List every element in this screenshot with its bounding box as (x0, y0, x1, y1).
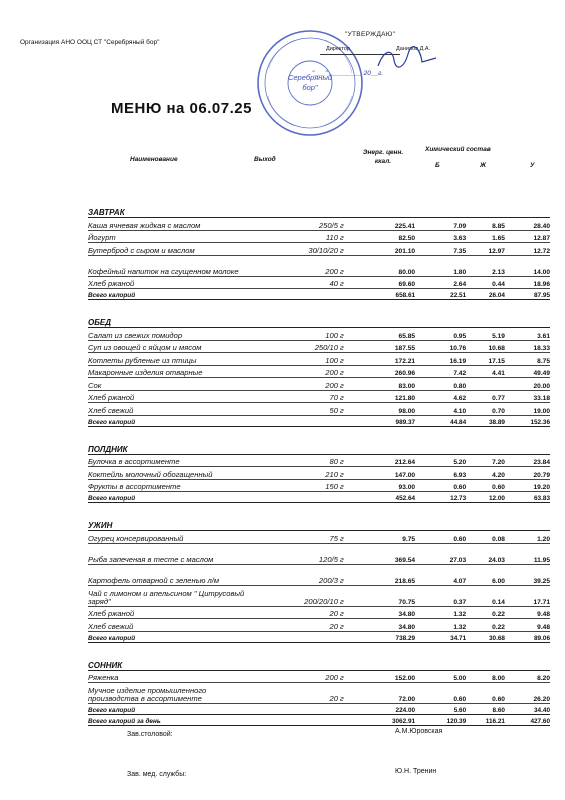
dish-name-cell (88, 531, 262, 544)
dish-protein: 0.60 (415, 683, 466, 704)
dish-name: Чай с лимоном и апельсином " Цитрусовый заряд" (88, 588, 245, 606)
column-header-b: Б (435, 162, 440, 169)
table-row (88, 378, 550, 391)
dish-fat: 0.22 (466, 606, 505, 619)
dish-protein: 0.95 (415, 328, 466, 341)
dish-name: Картофель отварной с зеленью л/м (88, 575, 220, 585)
dish-carbs: 14.00 (505, 255, 550, 276)
dish-name: Мучное изделие промышленного производства в ассортименте (88, 686, 207, 703)
dish-energy: 212.64 (356, 454, 415, 467)
organization-stamp (255, 28, 365, 138)
table-row (88, 619, 550, 632)
dish-name-cell (88, 218, 262, 231)
approve-date: "___" _________ 20__г. (312, 70, 384, 77)
dish-protein: 1.32 (415, 606, 466, 619)
total-label: Всего калорий (88, 492, 262, 503)
dish-carbs: 11.95 (505, 543, 550, 564)
section-spacer (88, 503, 550, 518)
total-protein: 22.51 (415, 289, 466, 300)
dish-carbs: 9.48 (505, 619, 550, 632)
dish-name: Коктейль молочный обогащенный (88, 469, 213, 479)
section-total-row (88, 631, 550, 642)
menu-table (88, 190, 550, 726)
dish-output: 250/10 г (262, 340, 356, 353)
total-output-empty (262, 704, 356, 715)
table-row (88, 218, 550, 231)
dish-name-cell (88, 276, 262, 289)
approve-label: "УТВЕРЖДАЮ" (345, 31, 396, 38)
total-energy: 989.37 (356, 415, 415, 426)
dish-energy: 172.21 (356, 353, 415, 366)
dish-carbs: 19.20 (505, 479, 550, 492)
dish-name: Кофейный напиток на сгущенном молоке (88, 266, 239, 276)
dish-carbs: 28.40 (505, 218, 550, 231)
dish-energy: 34.80 (356, 619, 415, 632)
total-carbs: 89.06 (505, 631, 550, 642)
dish-fat: 8.00 (466, 670, 505, 683)
dish-output: 200/20/10 г (262, 585, 356, 606)
table-row (88, 683, 550, 704)
dish-output: 100 г (262, 353, 356, 366)
dish-output: 200 г (262, 365, 356, 378)
dish-name-cell (88, 564, 262, 585)
total-output-empty (262, 415, 356, 426)
column-header-name: Наименование (130, 156, 178, 163)
dish-protein: 7.42 (415, 365, 466, 378)
dish-fat: 5.19 (466, 328, 505, 341)
dish-energy: 152.00 (356, 670, 415, 683)
dish-output: 50 г (262, 403, 356, 416)
column-header-energy: Энерг. ценн. ккал. (362, 149, 404, 165)
section-header (88, 204, 550, 218)
dish-output: 75 г (262, 531, 356, 544)
dish-output: 110 г (262, 230, 356, 243)
dish-output: 200 г (262, 255, 356, 276)
dish-fat: 12.97 (466, 243, 505, 256)
dish-carbs: 8.20 (505, 670, 550, 683)
dish-carbs: 26.20 (505, 683, 550, 704)
dish-protein: 0.60 (415, 531, 466, 544)
director-name: Данилов Д.А. (396, 46, 431, 52)
dish-protein: 10.76 (415, 340, 466, 353)
dish-fat: 17.15 (466, 353, 505, 366)
total-label: Всего калорий (88, 289, 262, 300)
director-signature (374, 44, 444, 74)
total-energy: 224.00 (356, 704, 415, 715)
dish-protein: 0.60 (415, 479, 466, 492)
section-total-row (88, 492, 550, 503)
dish-name-cell (88, 365, 262, 378)
total-fat: 30.68 (466, 631, 505, 642)
dish-fat: 1.65 (466, 230, 505, 243)
dish-fat: 0.60 (466, 479, 505, 492)
table-row (88, 531, 550, 544)
section-spacer (88, 300, 550, 315)
section-total-row (88, 415, 550, 426)
dish-output: 20 г (262, 619, 356, 632)
dish-name-cell (88, 467, 262, 480)
dish-name-cell (88, 619, 262, 632)
dish-name: Хлеб ржаной (88, 609, 135, 618)
dish-name-cell (88, 454, 262, 467)
dish-protein: 3.63 (415, 230, 466, 243)
total-protein: 12.73 (415, 492, 466, 503)
total-fat: 26.04 (466, 289, 505, 300)
section-title: УЖИН (88, 517, 262, 531)
canteen-label: Зав.столовой: (127, 731, 173, 738)
dish-carbs: 23.84 (505, 454, 550, 467)
total-output-empty (262, 492, 356, 503)
dish-carbs: 20.79 (505, 467, 550, 480)
dish-output: 100 г (262, 328, 356, 341)
dish-name: Хлеб свежий (88, 405, 134, 415)
table-row (88, 328, 550, 341)
dish-carbs: 18.96 (505, 276, 550, 289)
section-header (88, 657, 550, 671)
stamp-center-text: Серебряный (287, 73, 333, 82)
med-label: Зав. мед. службы: (127, 771, 187, 778)
dish-name: Йогурт (88, 233, 116, 242)
dish-carbs: 18.33 (505, 340, 550, 353)
total-fat: 38.89 (466, 415, 505, 426)
table-row (88, 467, 550, 480)
section-title: ЗАВТРАК (88, 204, 262, 218)
table-row (88, 353, 550, 366)
table-row (88, 670, 550, 683)
dish-output: 20 г (262, 683, 356, 704)
dish-energy: 80.00 (356, 255, 415, 276)
dish-name: Каша ячневая жидкая с маслом (88, 220, 201, 230)
dish-name: Салат из свежих помидор (88, 330, 183, 340)
dish-energy: 121.80 (356, 390, 415, 403)
dish-energy: 147.00 (356, 467, 415, 480)
dish-output: 70 г (262, 390, 356, 403)
total-output-empty (262, 289, 356, 300)
dish-fat: 2.13 (466, 255, 505, 276)
dish-name: Макаронные изделия отварные (88, 368, 203, 377)
dish-name: Ряженка (88, 673, 119, 682)
total-carbs: 87.95 (505, 289, 550, 300)
section-title: СОННИК (88, 657, 262, 671)
dish-name-cell (88, 378, 262, 391)
dish-protein: 7.35 (415, 243, 466, 256)
section-title: ПОЛДНИК (88, 441, 262, 455)
total-energy: 738.29 (356, 631, 415, 642)
dish-energy: 65.85 (356, 328, 415, 341)
dish-energy: 187.55 (356, 340, 415, 353)
dish-fat: 4.41 (466, 365, 505, 378)
table-row (88, 365, 550, 378)
dish-name: Сок (88, 380, 102, 390)
column-header-zh: Ж (480, 162, 487, 169)
dish-carbs: 20.00 (505, 378, 550, 391)
dish-name: Рыба запеченая в тесте с маслом (88, 554, 214, 564)
dish-energy: 82.50 (356, 230, 415, 243)
total-protein: 34.71 (415, 631, 466, 642)
total-label: Всего калорий (88, 704, 262, 715)
section-spacer (88, 190, 550, 204)
table-row (88, 390, 550, 403)
table-row (88, 585, 550, 606)
total-fat: 12.00 (466, 492, 505, 503)
dish-fat: 4.20 (466, 467, 505, 480)
dish-output: 200 г (262, 378, 356, 391)
med-name: Ю.Н. Тренин (395, 768, 437, 775)
table-row (88, 479, 550, 492)
dish-name-cell (88, 403, 262, 416)
dish-fat (466, 378, 505, 391)
day-total-row (88, 715, 550, 726)
dish-fat: 0.08 (466, 531, 505, 544)
table-row (88, 230, 550, 243)
dish-protein: 4.07 (415, 564, 466, 585)
day-total-fat: 116.21 (466, 715, 505, 726)
dish-protein: 2.64 (415, 276, 466, 289)
dish-fat: 24.03 (466, 543, 505, 564)
section-spacer (88, 642, 550, 657)
dish-name: Хлеб ржаной (88, 279, 135, 288)
dish-name-cell (88, 606, 262, 619)
table-row (88, 403, 550, 416)
dish-energy: 218.65 (356, 564, 415, 585)
svg-text:бор": бор" (302, 83, 318, 92)
dish-name: Огурец консервированный (88, 533, 184, 543)
dish-name-cell (88, 243, 262, 256)
day-total-carbs: 427.60 (505, 715, 550, 726)
dish-carbs: 1.20 (505, 531, 550, 544)
day-total-energy: 3062.91 (356, 715, 415, 726)
dish-name-cell (88, 328, 262, 341)
total-carbs: 152.36 (505, 415, 550, 426)
total-energy: 658.61 (356, 289, 415, 300)
dish-output: 150 г (262, 479, 356, 492)
dish-name-cell (88, 543, 262, 564)
section-header (88, 517, 550, 531)
section-total-row (88, 704, 550, 715)
dish-output: 40 г (262, 276, 356, 289)
dish-protein: 5.20 (415, 454, 466, 467)
dish-protein: 4.62 (415, 390, 466, 403)
table-row (88, 255, 550, 276)
table-row (88, 454, 550, 467)
dish-name-cell (88, 479, 262, 492)
dish-name-cell (88, 585, 262, 606)
total-energy: 452.64 (356, 492, 415, 503)
total-label: Всего калорий (88, 631, 262, 642)
dish-protein: 1.80 (415, 255, 466, 276)
dish-protein: 0.37 (415, 585, 466, 606)
total-carbs: 34.40 (505, 704, 550, 715)
dish-output: 120/5 г (262, 543, 356, 564)
total-output-empty (262, 631, 356, 642)
section-title: ОБЕД (88, 314, 262, 328)
dish-fat: 8.85 (466, 218, 505, 231)
dish-fat: 0.70 (466, 403, 505, 416)
total-protein: 44.84 (415, 415, 466, 426)
dish-output: 20 г (262, 606, 356, 619)
page-title: МЕНЮ на 06.07.25 (111, 100, 252, 117)
director-title: Директор (326, 46, 350, 52)
dish-energy: 225.41 (356, 218, 415, 231)
dish-energy: 34.80 (356, 606, 415, 619)
table-row (88, 243, 550, 256)
dish-name-cell (88, 353, 262, 366)
dish-fat: 6.00 (466, 564, 505, 585)
dish-fat: 0.60 (466, 683, 505, 704)
dish-energy: 93.00 (356, 479, 415, 492)
dish-protein: 1.32 (415, 619, 466, 632)
dish-protein: 27.03 (415, 543, 466, 564)
dish-name: Суп из овощей с яйцом и мясом (88, 343, 202, 352)
dish-name: Булочка в ассортименте (88, 457, 180, 466)
dish-name-cell (88, 390, 262, 403)
dish-fat: 7.20 (466, 454, 505, 467)
day-total-protein: 120.39 (415, 715, 466, 726)
table-row (88, 606, 550, 619)
dish-name: Котлеты рубленые из птицы (88, 355, 197, 365)
dish-energy: 70.75 (356, 585, 415, 606)
dish-carbs: 8.75 (505, 353, 550, 366)
section-spacer (88, 426, 550, 441)
dish-carbs: 39.25 (505, 564, 550, 585)
dish-output: 200 г (262, 670, 356, 683)
dish-fat: 10.68 (466, 340, 505, 353)
dish-fat: 0.14 (466, 585, 505, 606)
dish-protein: 0.80 (415, 378, 466, 391)
total-label: Всего калорий (88, 415, 262, 426)
dish-carbs: 12.72 (505, 243, 550, 256)
dish-energy: 69.60 (356, 276, 415, 289)
dish-carbs: 9.48 (505, 606, 550, 619)
dish-fat: 0.77 (466, 390, 505, 403)
dish-energy: 260.96 (356, 365, 415, 378)
dish-name-cell (88, 683, 262, 704)
column-header-chem: Химический состав (425, 146, 491, 153)
dish-output: 30/10/20 г (262, 243, 356, 256)
dish-carbs: 3.61 (505, 328, 550, 341)
dish-protein: 6.93 (415, 467, 466, 480)
canteen-name: А.М.Юровская (395, 728, 443, 735)
total-fat: 8.60 (466, 704, 505, 715)
dish-output: 200/3 г (262, 564, 356, 585)
dish-fat: 0.22 (466, 619, 505, 632)
dish-carbs: 12.87 (505, 230, 550, 243)
total-carbs: 63.83 (505, 492, 550, 503)
dish-energy: 72.00 (356, 683, 415, 704)
dish-output: 250/5 г (262, 218, 356, 231)
dish-energy: 9.75 (356, 531, 415, 544)
table-row (88, 340, 550, 353)
organization-line: Организация АНО ООЦ СТ "Серебряный бор" (20, 39, 160, 46)
dish-protein: 4.10 (415, 403, 466, 416)
dish-carbs: 19.00 (505, 403, 550, 416)
total-protein: 5.60 (415, 704, 466, 715)
table-row (88, 276, 550, 289)
dish-output: 80 г (262, 454, 356, 467)
dish-protein: 16.19 (415, 353, 466, 366)
section-header (88, 314, 550, 328)
dish-protein: 5.00 (415, 670, 466, 683)
dish-name: Бутерброд с сыром и маслом (88, 245, 195, 255)
dish-name-cell (88, 670, 262, 683)
dish-name: Хлеб ржаной (88, 393, 135, 402)
dish-name-cell (88, 230, 262, 243)
table-row (88, 564, 550, 585)
dish-energy: 83.00 (356, 378, 415, 391)
column-header-u: У (530, 162, 535, 169)
table-row (88, 543, 550, 564)
dish-carbs: 49.49 (505, 365, 550, 378)
dish-energy: 98.00 (356, 403, 415, 416)
dish-name: Фрукты в ассортименте (88, 482, 181, 491)
dish-name: Хлеб свежий (88, 621, 134, 631)
dish-output: 210 г (262, 467, 356, 480)
dish-carbs: 17.71 (505, 585, 550, 606)
dish-energy: 201.10 (356, 243, 415, 256)
dish-energy: 369.54 (356, 543, 415, 564)
column-header-output: Выход (254, 156, 276, 163)
section-total-row (88, 289, 550, 300)
day-total-label: Всего калорий за день (88, 715, 262, 726)
dish-name-cell (88, 255, 262, 276)
dish-carbs: 33.18 (505, 390, 550, 403)
section-header (88, 441, 550, 455)
dish-name-cell (88, 340, 262, 353)
dish-fat: 0.44 (466, 276, 505, 289)
dish-protein: 7.09 (415, 218, 466, 231)
day-total-output-empty (262, 715, 356, 726)
